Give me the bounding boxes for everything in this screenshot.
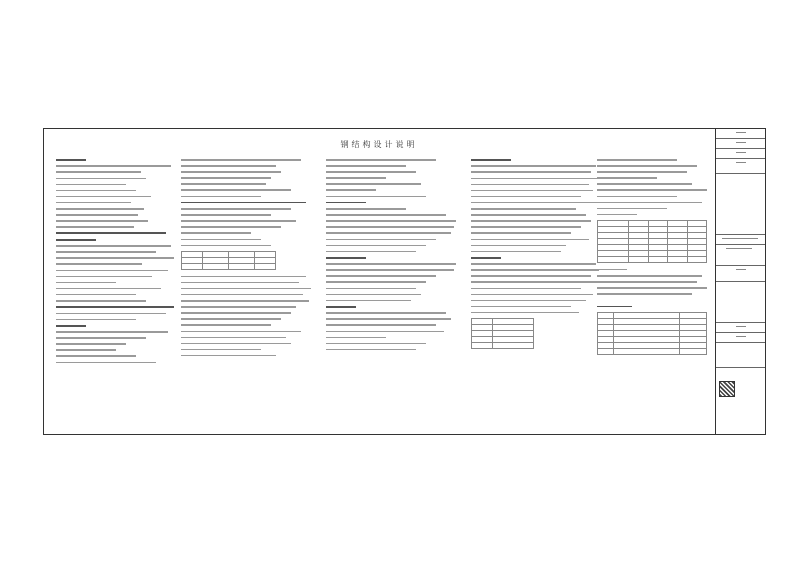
hatched-square-logo xyxy=(719,381,735,397)
notes-column-5 xyxy=(597,159,715,361)
parts-table xyxy=(471,318,534,349)
notes-column-2 xyxy=(181,159,316,361)
spec-table xyxy=(597,220,707,263)
sheet-title: 钢结构设计说明 xyxy=(340,140,418,149)
weld-table xyxy=(181,251,276,270)
drawing-sheet xyxy=(43,128,766,435)
title-block xyxy=(715,129,765,434)
notes-column-4 xyxy=(471,159,606,355)
notes-column-1 xyxy=(56,159,176,368)
drawing-list-table xyxy=(597,312,707,355)
notes-column-3 xyxy=(326,159,461,355)
